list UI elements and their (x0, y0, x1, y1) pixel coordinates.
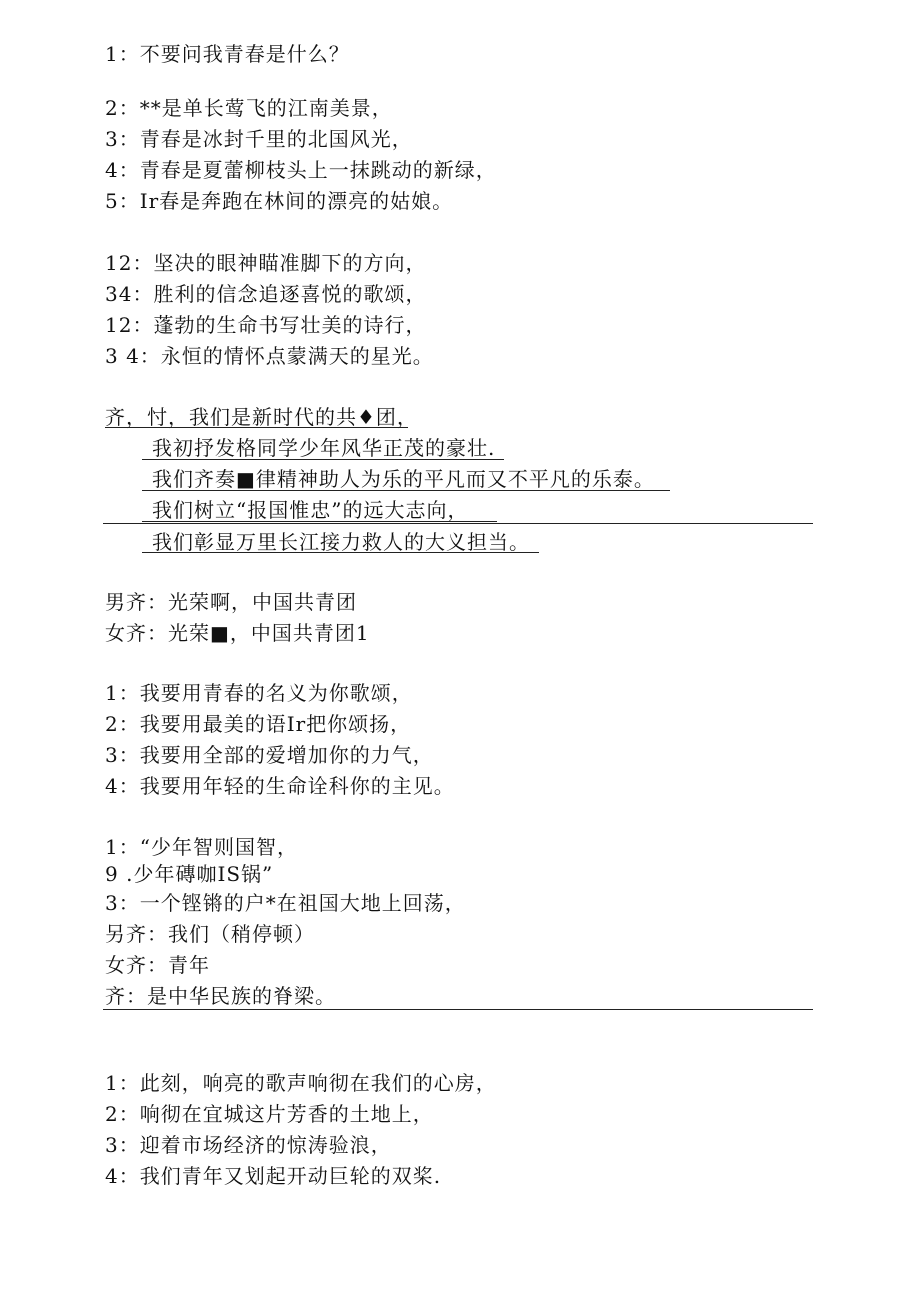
poem-line: 另齐：我们（稍停顿） (105, 922, 315, 946)
poem-line: 3：一个铿锵的户*在祖国大地上回荡， (105, 891, 466, 915)
underline (142, 490, 670, 491)
poem-line: 2：响彻在宜城这片芳香的土地上， (105, 1102, 434, 1126)
poem-line: 齐：是中华民族的脊梁。 (105, 984, 336, 1008)
poem-line: 2：我要用最美的语Ir把你颂扬， (105, 712, 412, 736)
poem-line: 1：我要用青春的名义为你歌颂， (105, 681, 413, 705)
poem-line: 12：蓬勃的生命书写壮美的诗行， (105, 313, 427, 337)
poem-line: 3：迎着市场经济的惊涛验浪， (105, 1133, 392, 1157)
poem-line: 1：不要问我青春是什么？ (105, 42, 350, 66)
poem-line: 34：胜利的信念追逐喜悦的歌颂， (105, 282, 427, 306)
poem-line: 3：我要用全部的爱增加你的力气， (105, 743, 434, 767)
poem-line: 女齐：光荣■，中国共青团1 (105, 621, 370, 645)
underline (105, 427, 408, 428)
poem-line: 我初抒发格同学少年风华正茂的豪壮. (152, 436, 496, 460)
underline (142, 459, 504, 460)
rule-line (103, 1009, 813, 1010)
poem-line: 3 4：永恒的情怀点蒙满天的星光。 (105, 344, 434, 368)
poem-line: 男齐：光荣啊，中国共青团 (105, 590, 357, 614)
poem-line: 女齐：青年 (105, 953, 210, 977)
poem-line: 12：坚决的眼神瞄准脚下的方向， (105, 251, 427, 275)
rule-line (103, 523, 813, 524)
underline (142, 521, 497, 522)
poem-line: 我们齐奏■律精神助人为乐的平凡而又不平凡的乐泰。 (152, 467, 655, 491)
underline (142, 552, 539, 553)
poem-line: 5：Ir春是奔跑在林间的漂亮的姑娘。 (105, 189, 454, 213)
poem-line: 3：青春是冰封千里的北国风光， (105, 127, 413, 151)
poem-line: 1：此刻，响亮的歌声响彻在我们的心房， (105, 1071, 497, 1095)
poem-line: 我们彰显万里长江接力救人的大义担当。 (152, 530, 530, 554)
poem-line: 9 .少年磚咖IS锅” (105, 862, 274, 886)
poem-line: 4：我们青年又划起开动巨轮的双桨. (105, 1164, 442, 1188)
poem-line: 2：**是单长莺飞的江南美景， (105, 96, 393, 120)
poem-line: 4：青春是夏蕾柳枝头上一抹跳动的新绿， (105, 158, 497, 182)
poem-line: 1：“少年智则国智， (105, 835, 298, 859)
poem-line: 我们树立“报国惟忠”的远大志向， (152, 498, 469, 522)
poem-line: 齐，忖，我们是新时代的共♦团， (105, 405, 418, 429)
poem-line: 4：我要用年轻的生命诠科你的主见。 (105, 774, 455, 798)
